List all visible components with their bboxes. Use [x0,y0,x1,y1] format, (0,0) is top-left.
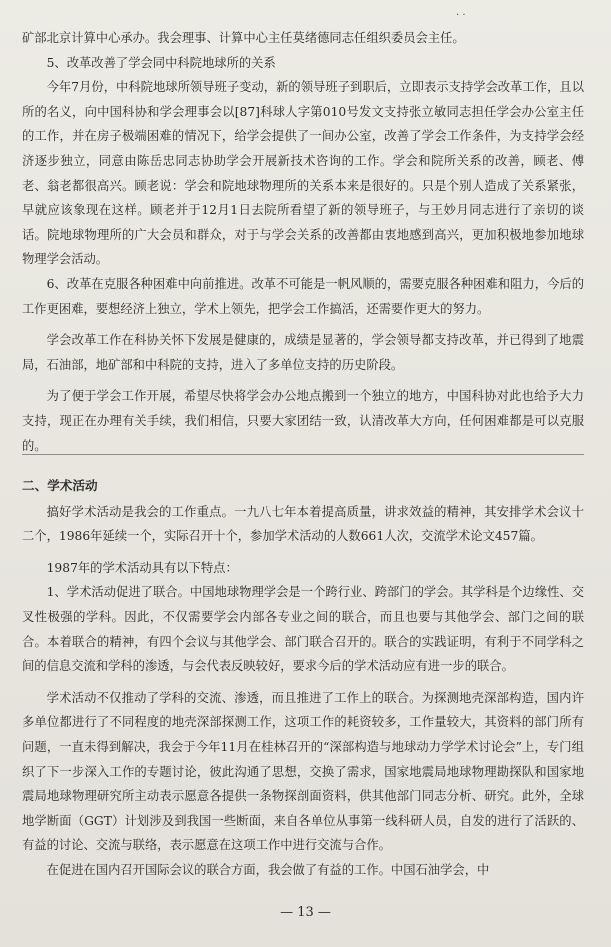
subheading: 5、改革改善了学会同中科院地球所的关系 [46,55,276,70]
section-divider [22,454,584,455]
paragraph: 搞好学术活动是我会的工作重点。一九八七年本着提高质量，讲求效益的精神，其安排学术会议十二个，1986年延续一个，实际召开十个，参加学术活动的人数661人次，交流学术论文457篇。 [22,504,584,544]
page-number: — 13 — [280,905,331,920]
paragraph: 1987年的学术活动具有以下特点： [46,560,238,575]
paragraph: 矿部北京计算中心承办。我会理事、计算中心主任莫绪德同志任组织委员会主任。 [22,31,465,45]
paragraph: 今年7月份，中科院地球所领导班子变动，新的领导班子到职后，立即表示支持学会改革工作，且以所的名义，向中国科协和学会理事会以[87]科球人字第010号发文支持张立敏同志担任学会办公室主任的工作，并在房子极端困难的情况下，给学会提供了一间办公室，改善了学会工作条件，为支持学会经济逐步独立，同意由陈岳忠同志协助学会开展新技术咨询的工作。学会和院所关系的改善，顾老、傅老、翁老都很高兴。顾老说：学会和院地球物理所的关系本来是很好的。只是个别人造成了关系紧张，早就应该象现在这样。顾老并于12月1日去院所看望了新的领导班子，与王妙月同志进行了亲切的谈话。院地球物理所的广大会员和群众，对于与学会关系的改善都由衷地感到高兴，更加积极地参加地球物理学会活动。 [22,80,584,267]
paragraph: 学会改革工作在科协关怀下发展是健康的，成绩是显著的，学会领导都支持改革，并已得到了地震局，石油部，地矿部和中科院的支持，进入了多单位支持的历史阶段。 [22,333,584,372]
paragraph: 学术活动不仅推动了学科的交流、渗透，而且推进了工作上的联合。为探测地壳深部构造，国内许多单位都进行了不同程度的地壳深部探测工作，这项工作的耗资较多，工作量较大，其资料的部门所有问题，一直未得到解决，我会于今年11月在桂林召开的“深部构造与地球动力学学术讨论会”上，专门组织了下一步深入工作的专题讨论，彼此沟通了思想，交换了需求，国家地震局地球物理勘探队和国家地震局地球物理研究所主动表示愿意各提供一条物探剖面资料，供其他部门同志分析、研究。此外，全球地学断面（GGT）计划涉及到我国一些断面，来自各单位从事第一线科研人员，自发的进行了活跃的、有益的讨论、交流与联络，表示愿意在这项工作中进行交流与合作。 [22,690,584,853]
top-marks: · · [456,10,466,21]
section-heading: 二、学术活动 [22,478,98,494]
paragraph: 在促进在国内召开国际会议的联合方面，我会做了有益的工作。中国石油学会，中 [46,863,490,877]
paragraph: 1、学术活动促进了联合。中国地球物理学会是一个跨行业、跨部门的学会。其学科是个边缘性、交叉性极强的学科。因此，不仅需要学会内部各专业之间的联合，而且也要与其他学会、部门之间的联合。本着联合的精神，有四个会议与其他学会、部门联合召开的。联合的实践证明，有利于不同学科之间的信息交流和学科的渗透，与会代表反映较好，要求今后的学术活动应有进一步的联合。 [22,585,584,674]
paragraph: 6、改革在克服各种困难中向前推进。改革不可能是一帆风顺的，需要克服各种困难和阻力，今后的工作更困难，要想经济上独立，学术上领先，把学会工作搞活，还需要作更大的努力。 [22,276,584,316]
paragraph: 为了便于学会工作开展，希望尽快将学会办公地点搬到一个独立的地方，中国科协对此也给予大力支持，现正在办理有关手续，我们相信，只要大家团结一致，认清改革大方向，任何困难都是可以克服的。 [22,389,584,453]
